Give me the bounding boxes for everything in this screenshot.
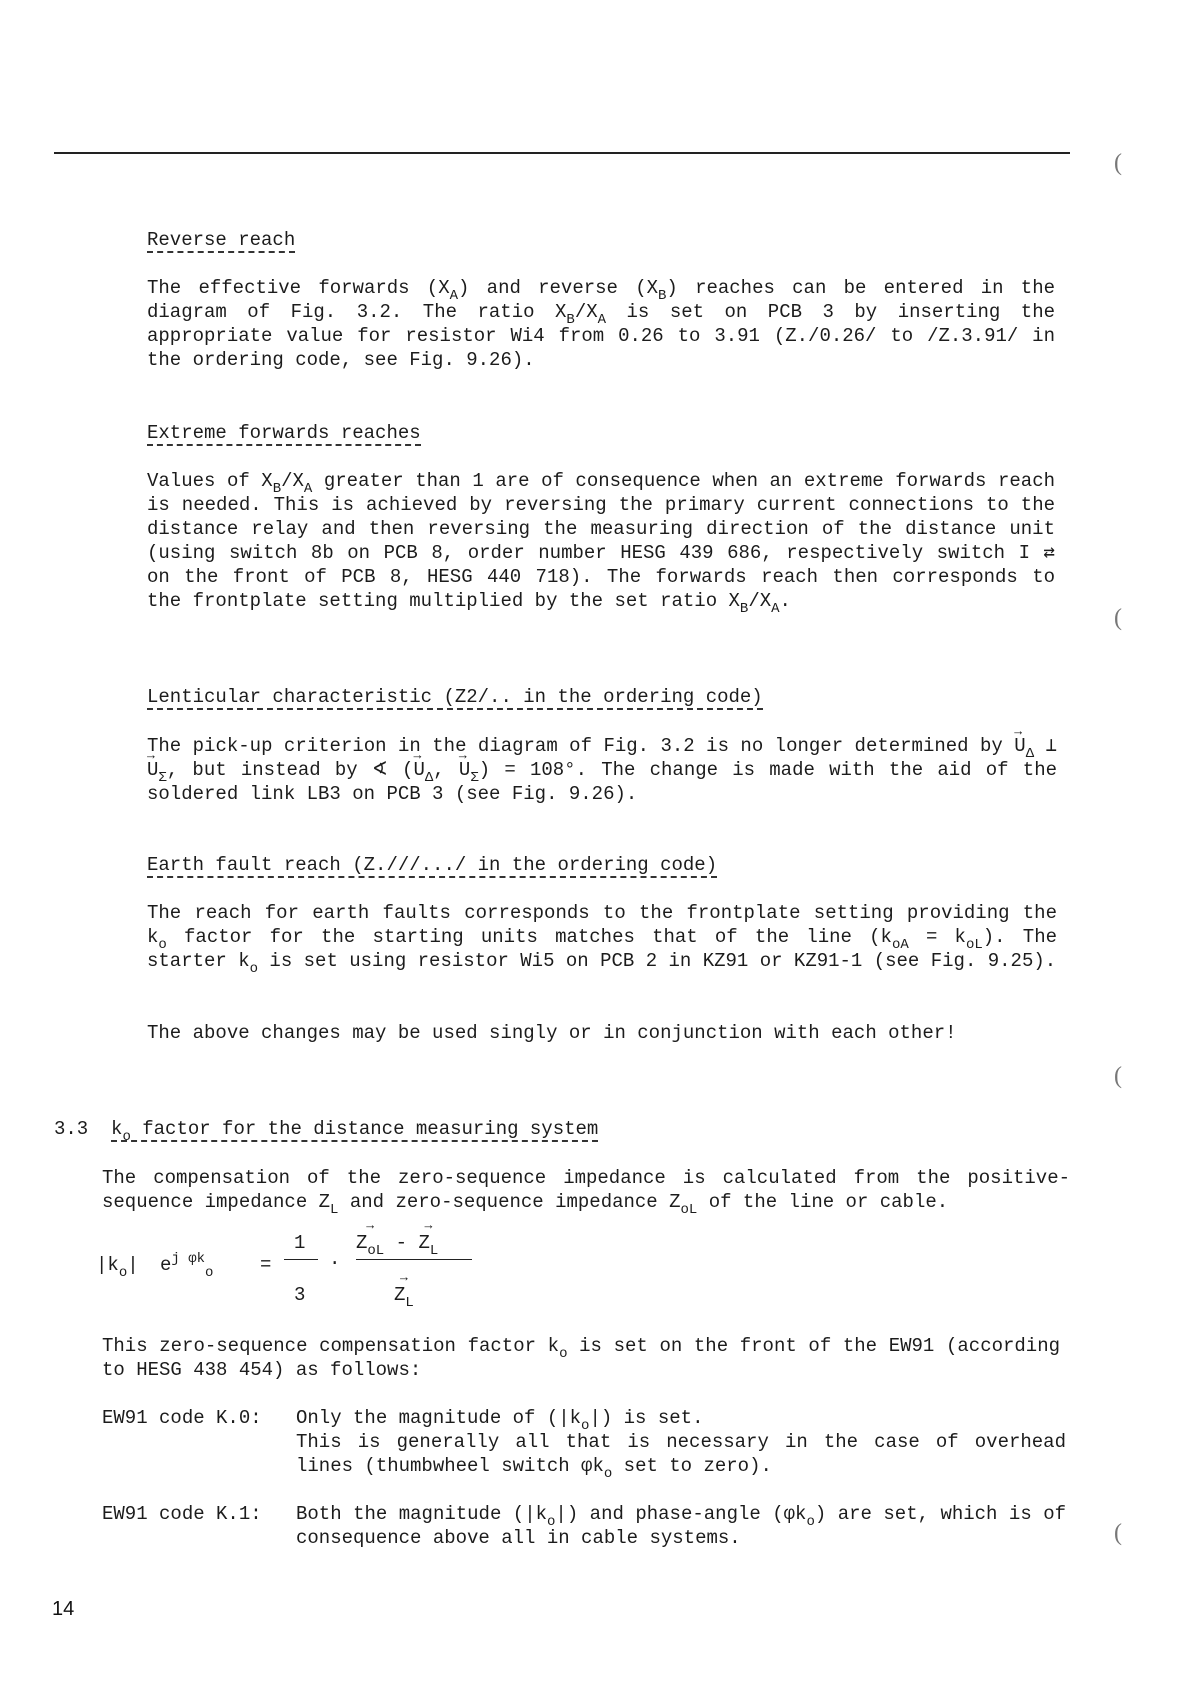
code-label-k0: EW91 code K.0: [102,1407,262,1429]
formula-numerator-one: 1 [294,1232,306,1254]
fraction-bar [356,1259,472,1260]
formula-abs-k0: $|k_o|$ [96,1254,139,1281]
k0-formula [96,1232,500,1332]
note-changes: The above changes may be used singly or in conjunction with each other! [147,1022,957,1044]
code-label-k1: EW91 code K.1: [102,1503,262,1525]
fraction-bar [284,1259,318,1260]
margin-mark: ( [1114,605,1122,631]
section-heading-earth-fault: Earth fault reach (Z.///.../ in the ordering code) [147,854,718,876]
vector-u-sigma: → $U_\Sigma$ [147,758,167,782]
section-heading-lenticular: Lenticular characteristic (Z2/.. in the ordering code) [147,686,763,708]
paragraph-setting: This zero-sequence compensation factor $k_o$ is set on the front of the EW91 (according to HESG 438 454) as follows: [102,1335,1061,1381]
paragraph-earth-fault: The reach for earth faults corresponds to the frontplate setting providing the $k_o$ factor for the starting units matches that of the line $(k_{oA} = k_{oL})$. The starter $k_o$ is set using resistor Wi5 on PCB 2 in KZ91 or KZ91-1 (see Fig. 9.25). [147,902,1057,977]
paragraph-reverse-reach: The effective forwards $(X_A)$ and reverse $(X_B)$ reaches can be entered in the diagram of Fig. 3.2. The ratio $X_B/X_A$ is set on PCB 3 by inserting the appropriate value for resistor Wi4 from 0.26 to 3.91 (Z./0.26/ to /Z.3.91/ in the ordering code, see Fig. 9.26). [147,277,1056,371]
section-number: 3.3 [54,1118,89,1140]
formula-denominator-zl: → $Z_L$ [394,1284,414,1306]
margin-mark: ( [1114,150,1122,176]
vector-u-delta: → $U_\Delta$ [413,758,433,782]
paragraph-lenticular: The pick-up criterion in the diagram of Fig. 3.2 is no longer determined by → $U_\Delta$ ⊥ → $U_\Sigma$, but instead by ∢ (→ $U_\Delta$, → $U_\Sigma) = 108^\circ$. The change is made with the aid of the soldered link LB3 on PCB 3 (see Fig. 9.26). [147,734,1057,806]
code-description-k0: Only the magnitude of $(|k_o|)$ is set. This is generally all that is necessary in the case of overhead lines (thumbwheel switch $\varphi k_o$ set to zero). [296,1407,1066,1482]
code-description-k1: Both the magnitude $(|k_o|)$ and phase-angle $(\varphi k_o)$ are set, which is of consequence above all in cable systems. [296,1503,1066,1549]
page-number: 14 [52,1598,75,1620]
margin-mark: ( [1114,1520,1122,1546]
margin-mark: ( [1114,1063,1122,1089]
paragraph-compensation: The compensation of the zero-sequence impedance is calculated from the positive-sequence impedance $Z_L$ and zero-sequence impedance $Z_{oL}$ of the line or cable. [102,1167,1070,1218]
header-rule [54,152,1070,154]
formula-equals: = [260,1254,272,1276]
formula-denominator-three: 3 [294,1284,306,1306]
section-heading-reverse-reach: Reverse reach [147,229,296,251]
section-heading-3-3: 3.3 $k_o$ factor for the distance measuring system [54,1118,599,1145]
formula-dot: · [329,1252,341,1274]
section-heading-extreme-forwards: Extreme forwards reaches [147,422,421,444]
formula-exponential: $e^j$ $^{\varphi k}_o$ [160,1251,214,1281]
vector-u-sigma: → $U_\Sigma$ [459,758,479,782]
formula-numerator-impedances: → $Z_{oL}$ - → $Z_L$ [356,1232,438,1254]
paragraph-extreme-forwards: Values of $X_B/X_A$ greater than 1 are of consequence when an extreme forwards reach is needed. This is achieved by reversing the primary current connections to the distance relay and then reversing the measuring direction of the distance unit (using switch 8b on PCB 8, order number HESG 439 686, respectively switch I ⇄ on the front of PCB 8, HESG 440 718). The forwards reach then corresponds to the frontplate setting multiplied by the set ratio $X_B/X_A$. [147,470,1055,617]
vector-u-delta: → $U_\Delta$ [1014,734,1034,758]
